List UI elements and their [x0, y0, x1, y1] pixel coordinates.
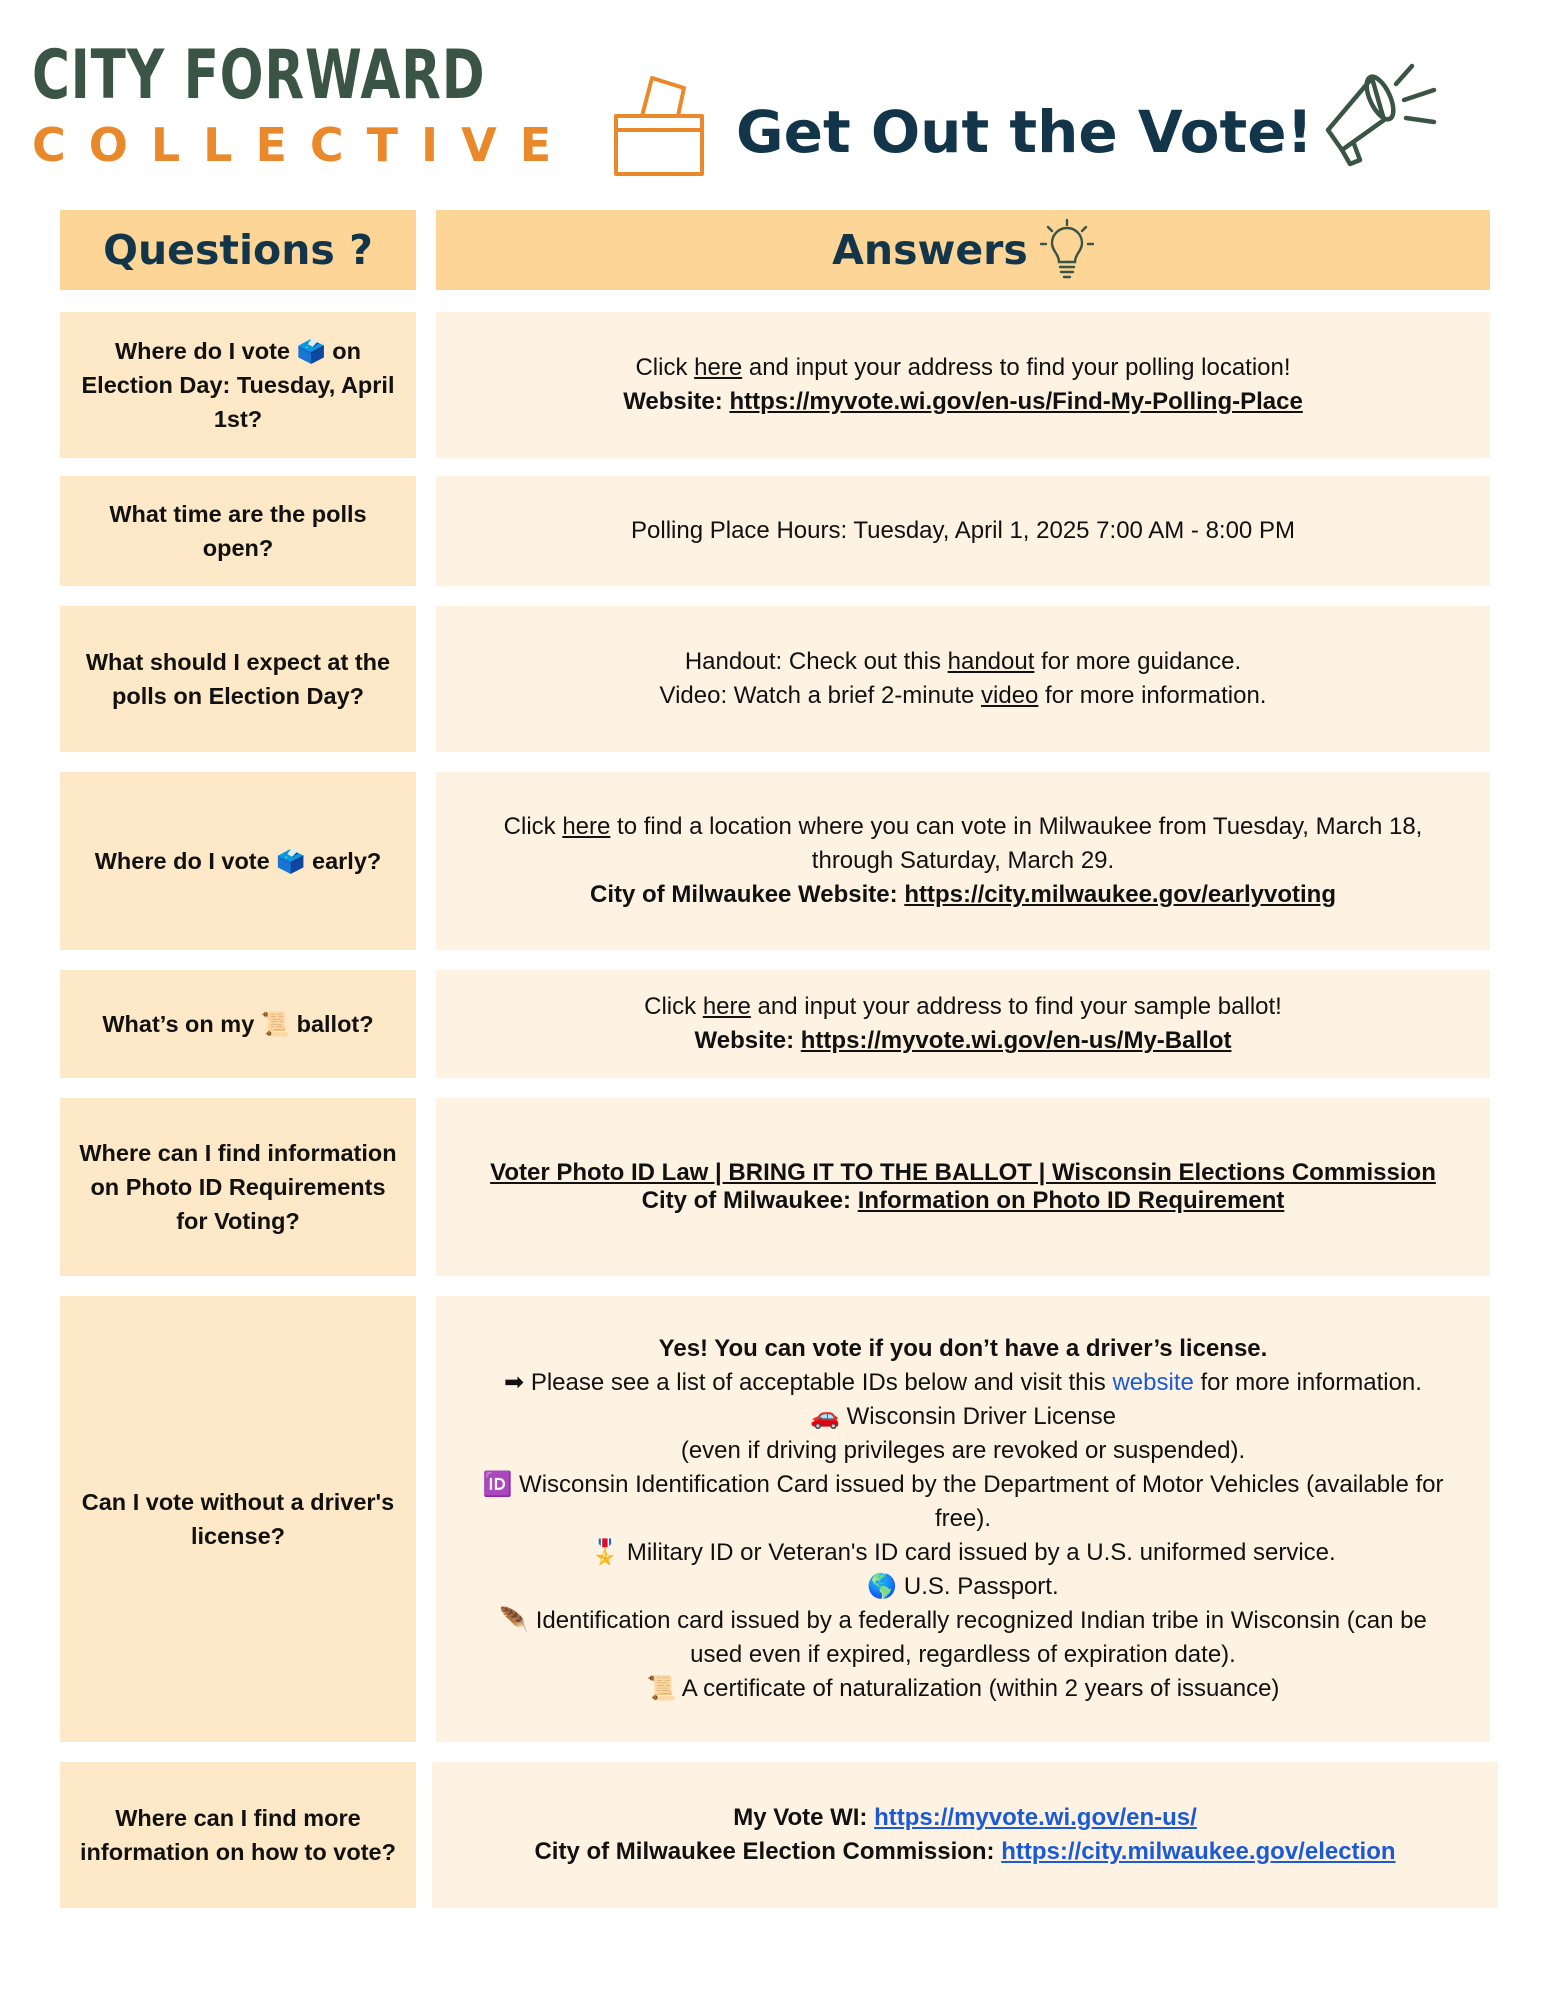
election-commission-label: City of Milwaukee Election Commission:	[534, 1838, 1002, 1865]
answer-ballot	[436, 970, 1490, 1078]
answer-without-license	[436, 1296, 1490, 1742]
video-link[interactable]: video	[981, 682, 1039, 709]
question-polling-location	[60, 312, 416, 458]
id-item-tribal-id: 🪶 Identification card issued by a federally recognized Indian tribe in Wisconsin (can be used even if expired, regardless of expiration date).	[499, 1607, 1427, 1668]
question-without-license	[60, 1296, 416, 1742]
handout-link[interactable]: handout	[947, 648, 1035, 675]
organization-logo	[32, 36, 575, 172]
answer-text: Click	[503, 813, 563, 840]
question-text: What’s on my 📜 ballot?	[102, 1011, 374, 1037]
answers-header-label: Answers	[832, 226, 1028, 274]
megaphone-icon	[1318, 60, 1442, 178]
website-label: Website:	[694, 1027, 801, 1054]
answer-line	[590, 878, 1336, 912]
myvote-label: My Vote WI:	[733, 1804, 875, 1831]
question-text: Where do I vote 🗳️ early?	[94, 848, 382, 874]
id-item-driver-license: 🚗 Wisconsin Driver License	[810, 1403, 1116, 1430]
id-item-naturalization: 📜 A certificate of naturalization (within 2 years of issuance)	[646, 1675, 1280, 1702]
election-commission-url-link[interactable]: https://city.milwaukee.gov/election	[1001, 1838, 1396, 1865]
poll-hours-text: Polling Place Hours: Tuesday, April 1, 2025 7:00 AM - 8:00 PM	[631, 517, 1295, 544]
answer-poll-hours	[436, 476, 1490, 586]
question-more-info	[60, 1762, 416, 1908]
answer-line	[504, 1366, 1422, 1400]
answer-early-voting	[436, 772, 1490, 950]
answer-what-to-expect	[436, 606, 1490, 752]
logo-line-2: COLLECTIVE	[32, 118, 575, 172]
sample-ballot-link[interactable]: here	[702, 993, 751, 1020]
answer-line	[496, 810, 1430, 878]
question-text: What should I expect at the polls on Election Day?	[85, 649, 391, 709]
answer-line	[660, 679, 1267, 713]
questions-header-label: Questions ?	[103, 226, 373, 274]
answer-text: for more information.	[1193, 1369, 1422, 1396]
page-title: Get Out the Vote!	[736, 98, 1313, 166]
answers-header	[436, 210, 1490, 290]
answer-text: Video: Watch a brief 2-minute	[659, 682, 982, 709]
my-ballot-url-link[interactable]: https://myvote.wi.gov/en-us/My-Ballot	[800, 1027, 1232, 1054]
questions-header	[60, 210, 416, 290]
question-photo-id	[60, 1098, 416, 1276]
lightbulb-icon	[1040, 218, 1094, 282]
without-license-heading: Yes! You can vote if you don’t have a driver’s license.	[658, 1335, 1268, 1362]
early-voting-link[interactable]: here	[562, 813, 611, 840]
website-label: Website:	[623, 388, 730, 415]
polling-place-link[interactable]: here	[694, 354, 743, 381]
city-label: City of Milwaukee:	[641, 1187, 858, 1214]
answer-photo-id	[436, 1098, 1490, 1276]
answer-line	[733, 1801, 1197, 1835]
question-text: Where do I vote 🗳️ on Election Day: Tuesday, April 1st?	[81, 338, 395, 432]
answer-text: Handout: Check out this	[684, 648, 948, 675]
answer-text: to find a location where you can vote in Milwaukee from Tuesday, March 18, through Saturday, March 29.	[610, 813, 1423, 874]
answer-polling-location	[436, 312, 1490, 458]
answer-more-info	[432, 1762, 1498, 1908]
question-text: Can I vote without a driver's license?	[81, 1489, 395, 1549]
question-what-to-expect	[60, 606, 416, 752]
question-poll-hours	[60, 476, 416, 586]
photo-id-law-link[interactable]: Voter Photo ID Law | BRING IT TO THE BALLOT | Wisconsin Elections Commission	[490, 1159, 1436, 1186]
id-item-note: (even if driving privileges are revoked or suspended).	[680, 1437, 1246, 1464]
answer-line	[642, 1187, 1285, 1215]
myvote-url-link[interactable]: https://myvote.wi.gov/en-us/	[874, 1804, 1197, 1831]
question-text: What time are the polls open?	[109, 501, 367, 561]
question-ballot	[60, 970, 416, 1078]
answer-line	[644, 990, 1282, 1024]
answer-text: and input your address to find your sample ballot!	[750, 993, 1282, 1020]
question-early-voting	[60, 772, 416, 950]
answer-text: and input your address to find your polling location!	[742, 354, 1291, 381]
answer-line	[695, 1024, 1232, 1058]
question-text: Where can I find more information on how to vote?	[80, 1805, 396, 1865]
answer-text: for more guidance.	[1034, 648, 1242, 675]
id-item-military-id: 🎖️ Military ID or Veteran's ID card issued by a U.S. uniformed service.	[590, 1539, 1336, 1566]
id-item-passport: 🌎 U.S. Passport.	[867, 1573, 1059, 1600]
answer-line	[534, 1835, 1395, 1869]
answer-text: Click	[644, 993, 703, 1020]
photo-id-info-link[interactable]: Information on Photo ID Requirement	[857, 1187, 1285, 1214]
polling-place-url-link[interactable]: https://myvote.wi.gov/en-us/Find-My-Polling-Place	[729, 388, 1303, 415]
id-item-state-id: 🆔 Wisconsin Identification Card issued by the Department of Motor Vehicles (available for free).	[482, 1471, 1444, 1532]
answer-text: for more information.	[1038, 682, 1267, 709]
ballot-box-icon	[612, 68, 708, 178]
acceptable-ids-website-link[interactable]: website	[1112, 1369, 1194, 1396]
answer-line	[685, 645, 1241, 679]
early-voting-url-link[interactable]: https://city.milwaukee.gov/earlyvoting	[904, 881, 1336, 908]
website-label: City of Milwaukee Website:	[590, 881, 905, 908]
question-text: Where can I find information on Photo ID Requirements for Voting?	[79, 1140, 397, 1234]
logo-line-1: CITY FORWARD	[32, 36, 486, 115]
answer-text: Click	[635, 354, 695, 381]
answer-line	[623, 385, 1303, 419]
answer-line	[635, 351, 1290, 385]
answer-text: ➡ Please see a list of acceptable IDs below and visit this	[504, 1369, 1113, 1396]
